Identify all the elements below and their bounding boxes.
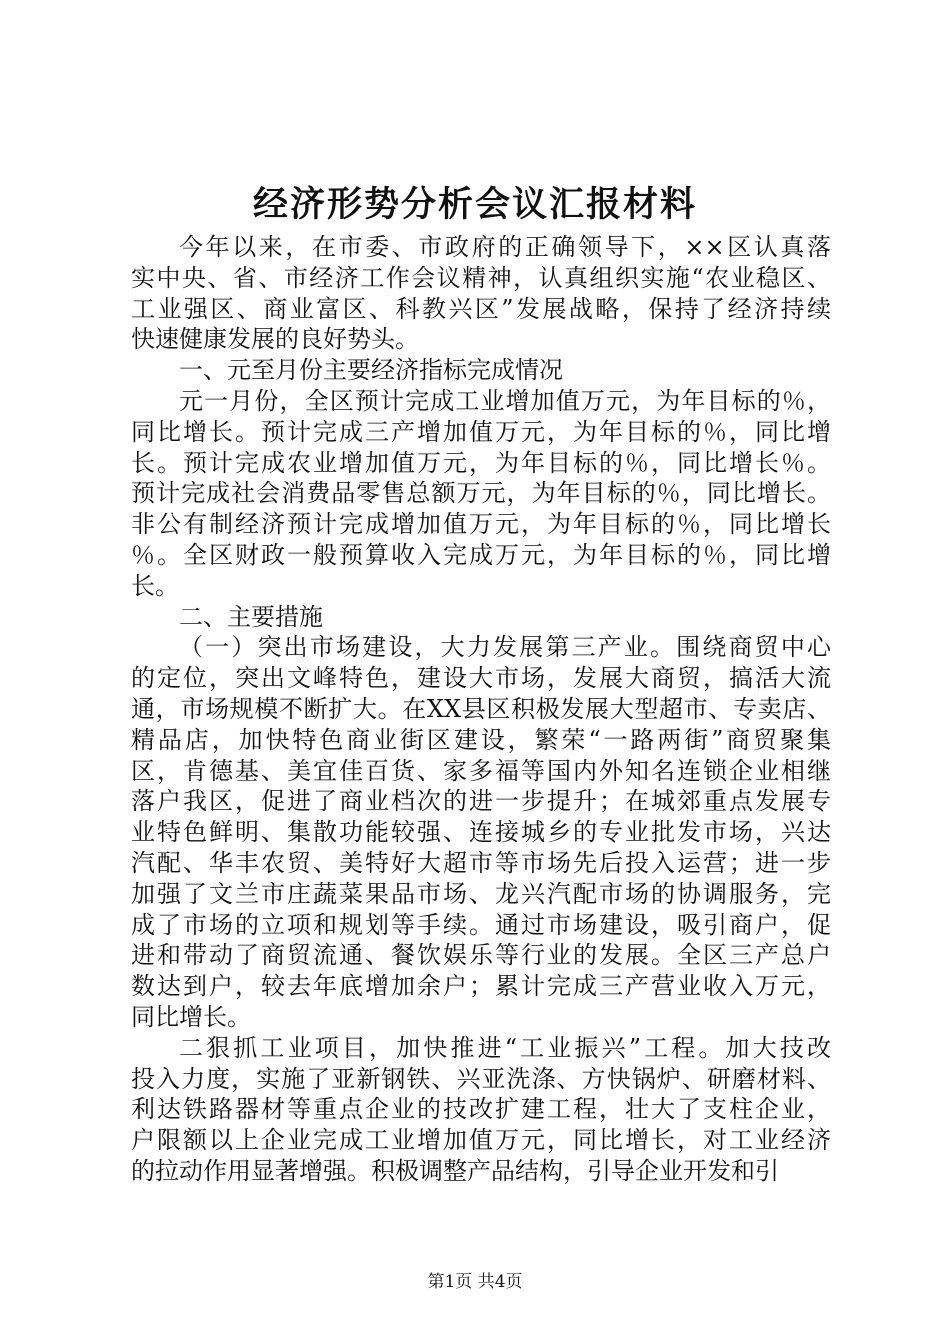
- paragraph-line: 非公有制经济预计完成增加值万元，为年目标的％，同比增长: [131, 510, 831, 539]
- paragraph-line: 同比增长。: [131, 1002, 251, 1031]
- paragraph: [131, 355, 831, 386]
- paragraph-line: 进和带动了商贸流通、餐饮娱乐等行业的发展。全区三产总户: [131, 941, 831, 970]
- paragraph-line: 长。预计完成农业增加值万元，为年目标的％，同比增长％。: [131, 448, 831, 477]
- paragraph-line: 快速健康发展的良好势头。: [131, 325, 419, 354]
- paragraph-line: 今年以来，在市委、市政府的正确领导下，××区认真落: [179, 233, 831, 261]
- paragraph: [131, 632, 831, 1032]
- paragraph-line: 的拉动作用显著增强。积极调整产品结构，引导企业开发和引: [131, 1156, 779, 1185]
- paragraph-line: 工业强区、商业富区、科教兴区”发展战略，保持了经济持续: [131, 294, 831, 323]
- paragraph-line: 户限额以上企业完成工业增加值万元，同比增长，对工业经济: [131, 1126, 831, 1155]
- paragraph-line: 预计完成社会消费品零售总额万元，为年目标的％，同比增长。: [131, 479, 831, 508]
- paragraph: [131, 602, 831, 633]
- paragraph-line: 数达到户，较去年底增加余户；累计完成三产营业收入万元，: [131, 972, 831, 1001]
- paragraph-line: 通，市场规模不断扩大。在XX县区积极发展大型超市、专卖店、: [131, 694, 831, 723]
- document-body: [131, 232, 831, 1187]
- paragraph-line: 元一月份，全区预计完成工业增加值万元，为年目标的％，: [179, 386, 831, 415]
- paragraph-line: （一）突出市场建设，大力发展第三产业。围绕商贸中心: [179, 633, 831, 662]
- paragraph-line: 的定位，突出文峰特色，建设大市场，发展大商贸，搞活大流: [131, 664, 831, 693]
- paragraph-line: 实中央、省、市经济工作会议精神，认真组织实施“农业稳区、: [131, 263, 831, 292]
- paragraph-line: 二、主要措施: [179, 602, 323, 631]
- paragraph-line: 汽配、华丰农贸、美特好大超市等市场先后投入运营；进一步: [131, 848, 831, 877]
- paragraph: [131, 386, 831, 602]
- paragraph-line: 精品店，加快特色商业街区建设，繁荣“一路两街”商贸聚集: [131, 725, 831, 754]
- paragraph: [131, 232, 831, 355]
- paragraph-line: 区，肯德基、美宜佳百货、家多福等国内外知名连锁企业相继: [131, 756, 831, 785]
- paragraph-line: ％。全区财政一般预算收入完成万元，为年目标的％，同比增: [131, 540, 831, 569]
- document-title: 经济形势分析会议汇报材料: [252, 184, 697, 225]
- paragraph-line: 同比增长。预计完成三产增加值万元，为年目标的％，同比增: [131, 417, 831, 446]
- paragraph-line: 二狠抓工业项目，加快推进“工业振兴”工程。加大技改: [179, 1033, 831, 1062]
- paragraph-line: 加强了文兰市庄蔬菜果品市场、龙兴汽配市场的协调服务，完: [131, 879, 831, 908]
- paragraph-line: 利达铁路器材等重点企业的技改扩建工程，壮大了支柱企业，: [131, 1095, 831, 1124]
- paragraph-line: 落户我区，促进了商业档次的进一步提升；在城郊重点发展专: [131, 787, 831, 816]
- paragraph: [131, 1033, 831, 1187]
- paragraph-line: 长。: [131, 571, 179, 600]
- paragraph-line: 一、元至月份主要经济指标完成情况: [179, 356, 563, 385]
- paragraph-line: 投入力度，实施了亚新钢铁、兴亚洗涤、方快锅炉、研磨材料、: [131, 1064, 831, 1093]
- paragraph-line: 成了市场的立项和规划等手续。通过市场建设，吸引商户，促: [131, 910, 831, 939]
- paragraph-line: 业特色鲜明、集散功能较强、连接城乡的专业批发市场，兴达: [131, 818, 831, 847]
- page-footer: 第1页 共4页: [427, 1272, 523, 1292]
